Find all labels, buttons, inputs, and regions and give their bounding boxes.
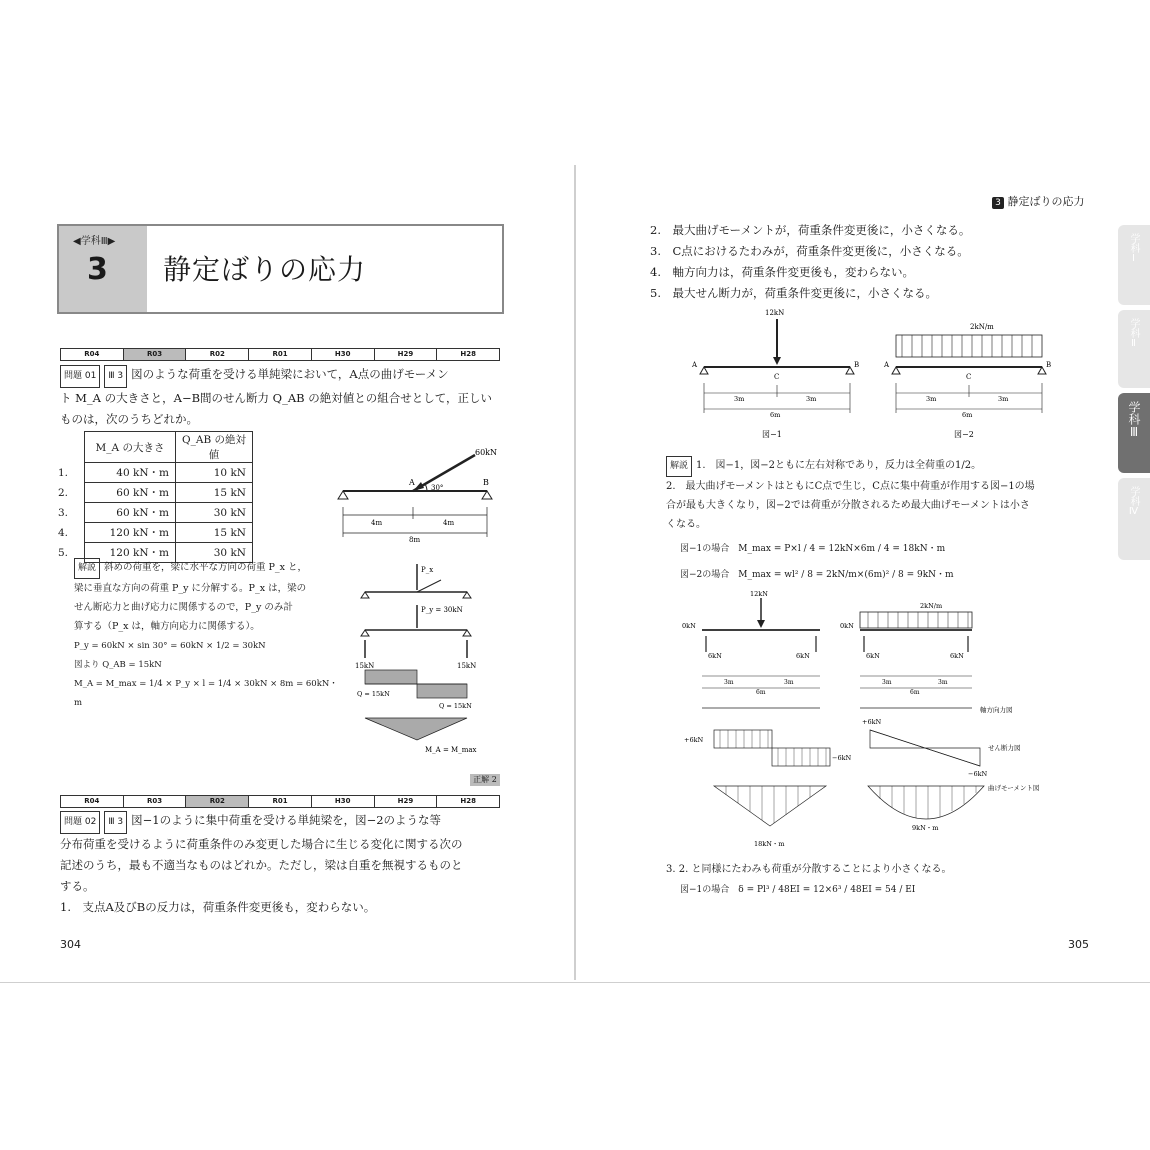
year-cell: R01	[249, 796, 312, 807]
diag-s-3: 3m	[882, 679, 892, 686]
diag-r2-left: 6kN	[866, 652, 880, 660]
fig-px: P_x	[421, 566, 434, 574]
diag-t-1: 6m	[756, 689, 766, 696]
q2-stem	[60, 810, 500, 918]
year-cell: H29	[375, 796, 438, 807]
cell-ma: 120 kN・m	[85, 523, 176, 543]
q2-expl-2c: くなる。	[666, 519, 706, 530]
page-number-right: 305	[1068, 938, 1089, 951]
fig-q-pos: Q = 15kN	[357, 690, 390, 698]
cell-q: 10 kN	[176, 463, 253, 483]
fig2-s2: 3m	[998, 395, 1009, 403]
q1-expl-4: 算する（P_x は，軸方向応力に関係する）。	[74, 621, 260, 632]
chapter-tag: ◀学科Ⅲ▶	[73, 236, 116, 247]
cell-ma: 40 kN・m	[85, 463, 176, 483]
diag-r2-right: 6kN	[950, 652, 964, 660]
fig-mlabel: M_A = M_max	[425, 746, 477, 754]
eq-c-label: 図−1の場合	[680, 885, 730, 895]
diag-moment-label: 曲げモーメント図	[988, 784, 1040, 792]
table-row	[58, 463, 253, 483]
year-bar-1	[60, 348, 500, 361]
year-cell: H30	[312, 796, 375, 807]
cell-q: 15 kN	[176, 523, 253, 543]
row-num: 2.	[58, 486, 69, 499]
col-header: Q_AB の絶対値	[176, 432, 253, 463]
eq-a-label: 図−1の場合	[680, 544, 730, 554]
fig2-caption: 図−2	[954, 430, 974, 439]
fig2-a: A	[884, 361, 890, 369]
side-tab-2[interactable]	[1118, 310, 1150, 388]
diag-r-left: 6kN	[708, 652, 722, 660]
diag-load2: 2kN/m	[920, 602, 943, 610]
chapter-number: 3	[87, 252, 108, 287]
fig-py: P_y = 30kN	[421, 606, 463, 614]
year-cell: R04	[61, 796, 124, 807]
q1-explanation-figure	[355, 560, 485, 760]
side-tab-label: 学科Ⅳ	[1128, 486, 1139, 517]
q2-option: 3. C点におけるたわみが，荷重条件変更後に，小さくなる。	[650, 244, 969, 258]
eq-b: M_max = wl² / 8 = 2kN/m×(6m)² / 8 = 9kN・m	[738, 570, 954, 580]
diag-h0-left: 0kN	[682, 622, 696, 630]
q2-equations	[680, 536, 954, 588]
page-number-left: 304	[60, 938, 81, 951]
q1-answer-badge: 正解 2	[470, 774, 500, 786]
book-gutter	[574, 165, 576, 980]
q2-text-1: 図−1のように集中荷重を受ける単純梁を，図−2のような等	[131, 813, 442, 827]
q1-explanation	[74, 558, 344, 636]
q1-fig-angle: 30°	[431, 484, 444, 492]
fig2-s1: 3m	[926, 395, 937, 403]
diag-s-4: 3m	[938, 679, 948, 686]
table-row	[58, 483, 253, 503]
cell-q: 15 kN	[176, 483, 253, 503]
year-cell: R04	[61, 349, 124, 360]
diag-minus: −6kN	[832, 754, 852, 762]
expl-3-text: 3. 2. と同様にたわみも荷重が分散することにより小さくなる。	[666, 864, 952, 875]
side-tab-label: 学科Ⅰ	[1128, 233, 1139, 264]
header-title: 静定ばりの応力	[1007, 195, 1085, 208]
header-badge: 3	[992, 197, 1004, 209]
diag-minus-2: −6kN	[968, 770, 988, 778]
chapter-number-box	[59, 226, 147, 312]
year-cell: R01	[249, 349, 312, 360]
fig1-b: B	[854, 361, 860, 369]
q2-text-3: 記述のうち，最も不適当なものはどれか。ただし，梁は自重を無視するものと	[60, 858, 463, 872]
cell-q: 30 kN	[176, 543, 253, 563]
q1-fig-b: B	[483, 478, 489, 487]
q2-option-1: 1. 支点A及びBの反力は，荷重条件変更後も，変わらない。	[60, 900, 376, 914]
q2-options	[650, 220, 1090, 304]
fig1-total: 6m	[770, 411, 781, 419]
eq-a: M_max = P×l / 4 = 12kN×6m / 4 = 18kN・m	[738, 544, 946, 554]
row-num: 5.	[58, 546, 69, 559]
q2-option: 2. 最大曲げモーメントが，荷重条件変更後に，小さくなる。	[650, 223, 971, 237]
diag-axial-label: 軸方向力図	[980, 706, 1013, 714]
q2-expl-2b: 合が最も大きくなり，図−2では荷重が分散されるため最大曲げモーメントは小さ	[666, 500, 1030, 511]
cell-ma: 120 kN・m	[85, 543, 176, 563]
year-cell: H28	[460, 350, 476, 358]
diag-t-2: 6m	[910, 689, 920, 696]
diag-s-2: 3m	[784, 679, 794, 686]
table-header-row	[58, 432, 253, 463]
chapter-title: 静定ばりの応力	[163, 253, 367, 286]
q2-text-2: 分布荷重を受けるように荷重条件のみ変更した場合に生じる変化に関する次の	[60, 837, 463, 851]
diag-h0-right: 0kN	[840, 622, 854, 630]
q1-eq-2: 図より Q_AB = 15kN	[74, 660, 162, 670]
year-cell: R02	[186, 796, 249, 807]
q2-option: 4. 軸方向力は，荷重条件変更後も，変わらない。	[650, 265, 914, 279]
q2-level: Ⅲ 3	[104, 811, 127, 834]
q2-expl-tag: 解説	[666, 456, 692, 477]
bottom-rule	[0, 982, 1150, 983]
col-header: M_A の大きさ	[85, 432, 176, 463]
year-cell: H28	[460, 797, 476, 805]
q2-text-4: する。	[60, 879, 95, 893]
row-num: 3.	[58, 506, 69, 519]
q1-beam-figure	[335, 445, 505, 545]
year-cell: R03	[124, 349, 187, 360]
eq-b-label: 図−2の場合	[680, 570, 730, 580]
fig1-a: A	[692, 361, 698, 369]
year-bar-2	[60, 795, 500, 808]
q1-expl-3: せん断応力と曲げ応力に関係するので，P_y のみ計	[74, 602, 293, 613]
diag-r-right: 6kN	[796, 652, 810, 660]
figure-1	[691, 309, 859, 439]
figure-2	[883, 323, 1051, 439]
diag-load1: 12kN	[750, 590, 768, 598]
fig1-c: C	[774, 373, 780, 381]
q1-equations	[74, 637, 344, 713]
q2-explanation	[666, 456, 1096, 534]
diag-m2: 9kN・m	[912, 824, 939, 832]
year-cell: R03	[124, 796, 187, 807]
q2-option: 5. 最大せん断力が，荷重条件変更後に，小さくなる。	[650, 286, 937, 300]
running-header	[992, 193, 1085, 209]
fig-q-neg: Q = 15kN	[439, 702, 472, 710]
q1-text-3: ものは，次のうちどれか。	[60, 412, 198, 426]
q1-fig-span1: 4m	[371, 519, 383, 527]
cell-ma: 60 kN・m	[85, 503, 176, 523]
diag-plus-2: +6kN	[862, 718, 882, 726]
cell-q: 30 kN	[176, 503, 253, 523]
fig1-s1: 3m	[734, 395, 745, 403]
q2-force-diagrams	[680, 590, 1080, 855]
q1-expl-2: 梁に垂直な方向の荷重 P_y に分解する。P_x は，梁の	[74, 583, 307, 594]
diag-s-1: 3m	[724, 679, 734, 686]
side-tab-1[interactable]	[1118, 225, 1150, 305]
side-tab-label: 学科Ⅱ	[1128, 318, 1139, 349]
q1-answer-table	[58, 431, 253, 563]
side-tab-3[interactable]	[1118, 393, 1150, 473]
table-row	[58, 503, 253, 523]
q1-text-2: ト M_A の大きさと，A−B間のせん断力 Q_AB の絶対値との組合せとして，正しい	[60, 391, 493, 405]
q2-expl-3	[666, 860, 1096, 900]
fig1-caption: 図−1	[762, 430, 782, 439]
fig2-total: 6m	[962, 411, 973, 419]
fig1-load: 12kN	[765, 309, 785, 317]
year-cell: H29	[375, 349, 438, 360]
q1-eq-3: M_A = M_max = 1/4 × P_y × l = 1/4 × 30kN × 8m = 60kN・m	[74, 679, 338, 708]
fig2-c: C	[966, 373, 972, 381]
diag-shear-label: せん断力図	[988, 744, 1021, 752]
fig2-load: 2kN/m	[970, 323, 994, 331]
row-num: 1.	[58, 466, 69, 479]
fig2-b: B	[1046, 361, 1052, 369]
year-cell: H30	[312, 349, 375, 360]
side-tab-label: 学科Ⅲ	[1127, 401, 1141, 439]
q1-text-1: 図のような荷重を受ける単純梁において，A点の曲げモーメン	[131, 367, 449, 381]
q1-eq-1: P_y = 60kN × sin 30° = 60kN × 1/2 = 30kN	[74, 641, 266, 651]
row-num: 4.	[58, 526, 69, 539]
q1-expl-1: 斜めの荷重を，梁に水平な方向の荷重 P_x と，	[104, 562, 308, 573]
table-row	[58, 523, 253, 543]
fig-r1: 15kN	[355, 662, 375, 670]
year-cell: R02	[186, 349, 249, 360]
q1-expl-tag: 解説	[74, 558, 100, 579]
q1-level: Ⅲ 3	[104, 365, 127, 388]
q2-expl-2a: 2. 最大曲げモーメントはともにC点で生じ，C点に集中荷重が作用する図−1の場	[666, 481, 1035, 492]
fig1-s2: 3m	[806, 395, 817, 403]
q1-fig-load: 60kN	[475, 448, 498, 457]
side-tab-4[interactable]	[1118, 478, 1150, 560]
diag-m1: 18kN・m	[754, 840, 785, 848]
q1-tag: 問題 01	[60, 365, 100, 388]
q1-fig-span2: 4m	[443, 519, 455, 527]
q1-fig-total: 8m	[409, 536, 421, 544]
q2-tag: 問題 02	[60, 811, 100, 834]
q2-expl-1: 1. 図−1，図−2ともに左右対称であり，反力は全荷重の1/2。	[696, 460, 982, 471]
diag-plus: +6kN	[684, 736, 704, 744]
q1-stem	[60, 364, 500, 430]
eq-c: δ = Pl³ / 48EI = 12×6³ / 48EI = 54 / EI	[738, 885, 916, 895]
fig-r2: 15kN	[457, 662, 477, 670]
q2-figures	[690, 305, 1070, 445]
cell-ma: 60 kN・m	[85, 483, 176, 503]
chapter-header	[57, 224, 504, 314]
q1-fig-a: A	[409, 478, 415, 487]
